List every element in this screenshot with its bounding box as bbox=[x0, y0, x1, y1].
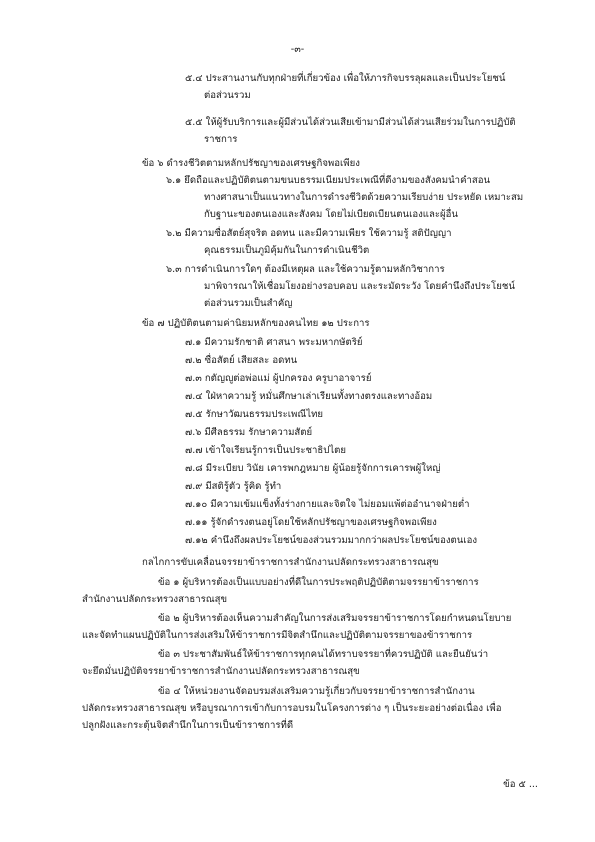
item-6-1: ๖.๑ ยึดถือและปฏิบัติตนตามขนบธรรมเนียมประเพณีที่ดีงามของสังคมนำคำสอน ทางศาสนาเป็นแนวทางในการดำรงชีวิตด้วยความเรียบง่าย ประหยัด เหมาะสม กับฐานะของตนเองและสังคม โดยไม่เบียดเบียนตนเองและผู้อื่น bbox=[166, 175, 524, 220]
value-7-8: ๗.๘ มีระเบียบ วินัย เคารพกฎหมาย ผู้น้อยรู้จักการเคารพผู้ใหญ่ bbox=[185, 463, 441, 474]
item-5-4-line-2: ต่อส่วนรวม bbox=[204, 90, 251, 101]
page-number: -๓- bbox=[290, 44, 305, 55]
item-6-3: ๖.๓ การดำเนินการใดๆ ต้องมีเหตุผล และใช้ความรู้ตามหลักวิชาการ มาพิจารณาให้เชื่อมโยงอย่างรอบคอบ และระมัดระวัง โดยคำนึงถึงประโยชน์ ต่อส่วนรวมเป็นสำคัญ bbox=[166, 264, 515, 309]
value-7-10: ๗.๑๐ มีความเข้มแข็งทั้งร่างกายและจิตใจ ไม่ยอมแพ้ต่ออำนาจฝ่ายต่ำ bbox=[185, 499, 470, 510]
article-7-title: ข้อ ๗ ปฏิบัติตนตามค่านิยมหลักของคนไทย ๑๒ ประการ bbox=[142, 318, 370, 329]
value-7-3: ๗.๓ กตัญญูต่อพ่อแม่ ผู้ปกครอง ครูบาอาจารย์ bbox=[185, 373, 372, 384]
value-7-2: ๗.๒ ซื่อสัตย์ เสียสละ อดทน bbox=[185, 355, 298, 366]
item-5-5 bbox=[185, 114, 545, 148]
value-7-6: ๗.๖ มีศีลธรรม รักษาความสัตย์ bbox=[185, 427, 313, 438]
clause-3: ข้อ ๓ ประชาสัมพันธ์ให้ข้าราชการทุกคนได้ทราบจรรยาที่ควรปฏิบัติ และยืนยันว่า จะยึดมั่นปฏิบัติจรรยาข้าราชการสำนักงานปลัดกระทรวงสาธารณสุข bbox=[82, 649, 489, 677]
continuation-marker: ข้อ ๕ ... bbox=[503, 779, 538, 790]
item-5-4-line-1: ๕.๔ ประสานงานกับทุกฝ่ายที่เกี่ยวข้อง เพื่อให้ภารกิจบรรลุผลและเป็นประโยชน์ bbox=[185, 73, 506, 84]
item-6-2: ๖.๒ มีความซื่อสัตย์สุจริต อดทน และมีความเพียร ใช้ความรู้ สติปัญญา คุณธรรมเป็นภูมิคุ้มกันในการดำเนินชีวิต bbox=[166, 228, 452, 256]
value-7-4: ๗.๔ ใฝ่หาความรู้ หมั่นศึกษาเล่าเรียนทั้งทางตรงและทางอ้อม bbox=[185, 391, 433, 402]
article-6-title: ข้อ ๖ ดำรงชีวิตตามหลักปรัชญาของเศรษฐกิจพอเพียง bbox=[142, 158, 360, 169]
clause-1: ข้อ ๑ ผู้บริหารต้องเป็นแบบอย่างที่ดีในการประพฤติปฏิบัติตามจรรยาข้าราชการ สำนักงานปลัดกระทรวงสาธารณสุข bbox=[82, 577, 479, 605]
value-7-11: ๗.๑๑ รู้จักดำรงตนอยู่โดยใช้หลักปรัชญาของเศรษฐกิจพอเพียง bbox=[185, 517, 437, 528]
clause-4: ข้อ ๔ ให้หน่วยงานจัดอบรมส่งเสริมความรู้เกี่ยวกับจรรยาข้าราชการสำนักงาน ปลัดกระทรวงสาธารณสุข หรือบูรณาการเข้ากับการอบรมในโครงการต่าง ๆ เป็นระยะอย่างต่อเนื่อง เพื่อ ปลูกฝังและกระตุ้นจิตสำนึกในการเป็นข้าราชการที่ดี bbox=[82, 686, 502, 731]
item-5-5-line-1: ๕.๕ ให้ผู้รับบริการและผู้มีส่วนได้ส่วนเสียเข้ามามีส่วนได้ส่วนเสียร่วมในการปฏิบัติ bbox=[185, 117, 516, 128]
clause-2: ข้อ ๒ ผู้บริหารต้องเห็นความสำคัญในการส่งเสริมจรรยาข้าราชการโดยกำหนดนโยบาย และจัดทำแผนปฏิบัติในการส่งเสริมให้ข้าราชการมีจิตสำนึกและปฏิบัติตามจรรยาของข้าราชการ bbox=[82, 613, 512, 641]
item-5-5-line-2: ราชการ bbox=[204, 134, 238, 145]
section-heading: กลไกการขับเคลื่อนจรรยาข้าราชการสำนักงานปลัดกระทรวงสาธารณสุข bbox=[142, 557, 439, 568]
value-7-1: ๗.๑ มีความรักชาติ ศาสนา พระมหากษัตริย์ bbox=[185, 337, 363, 348]
value-7-7: ๗.๗ เข้าใจเรียนรู้การเป็นประชาธิปไตย bbox=[185, 445, 347, 456]
value-7-5: ๗.๕ รักษาวัฒนธรรมประเพณีไทย bbox=[185, 409, 324, 420]
value-7-9: ๗.๙ มีสติรู้ตัว รู้คิด รู้ทำ bbox=[185, 481, 282, 492]
item-5-4 bbox=[185, 70, 545, 104]
value-7-12: ๗.๑๒ คำนึงถึงผลประโยชน์ของส่วนรวมมากกว่าผลประโยชน์ของตนเอง bbox=[185, 535, 478, 546]
